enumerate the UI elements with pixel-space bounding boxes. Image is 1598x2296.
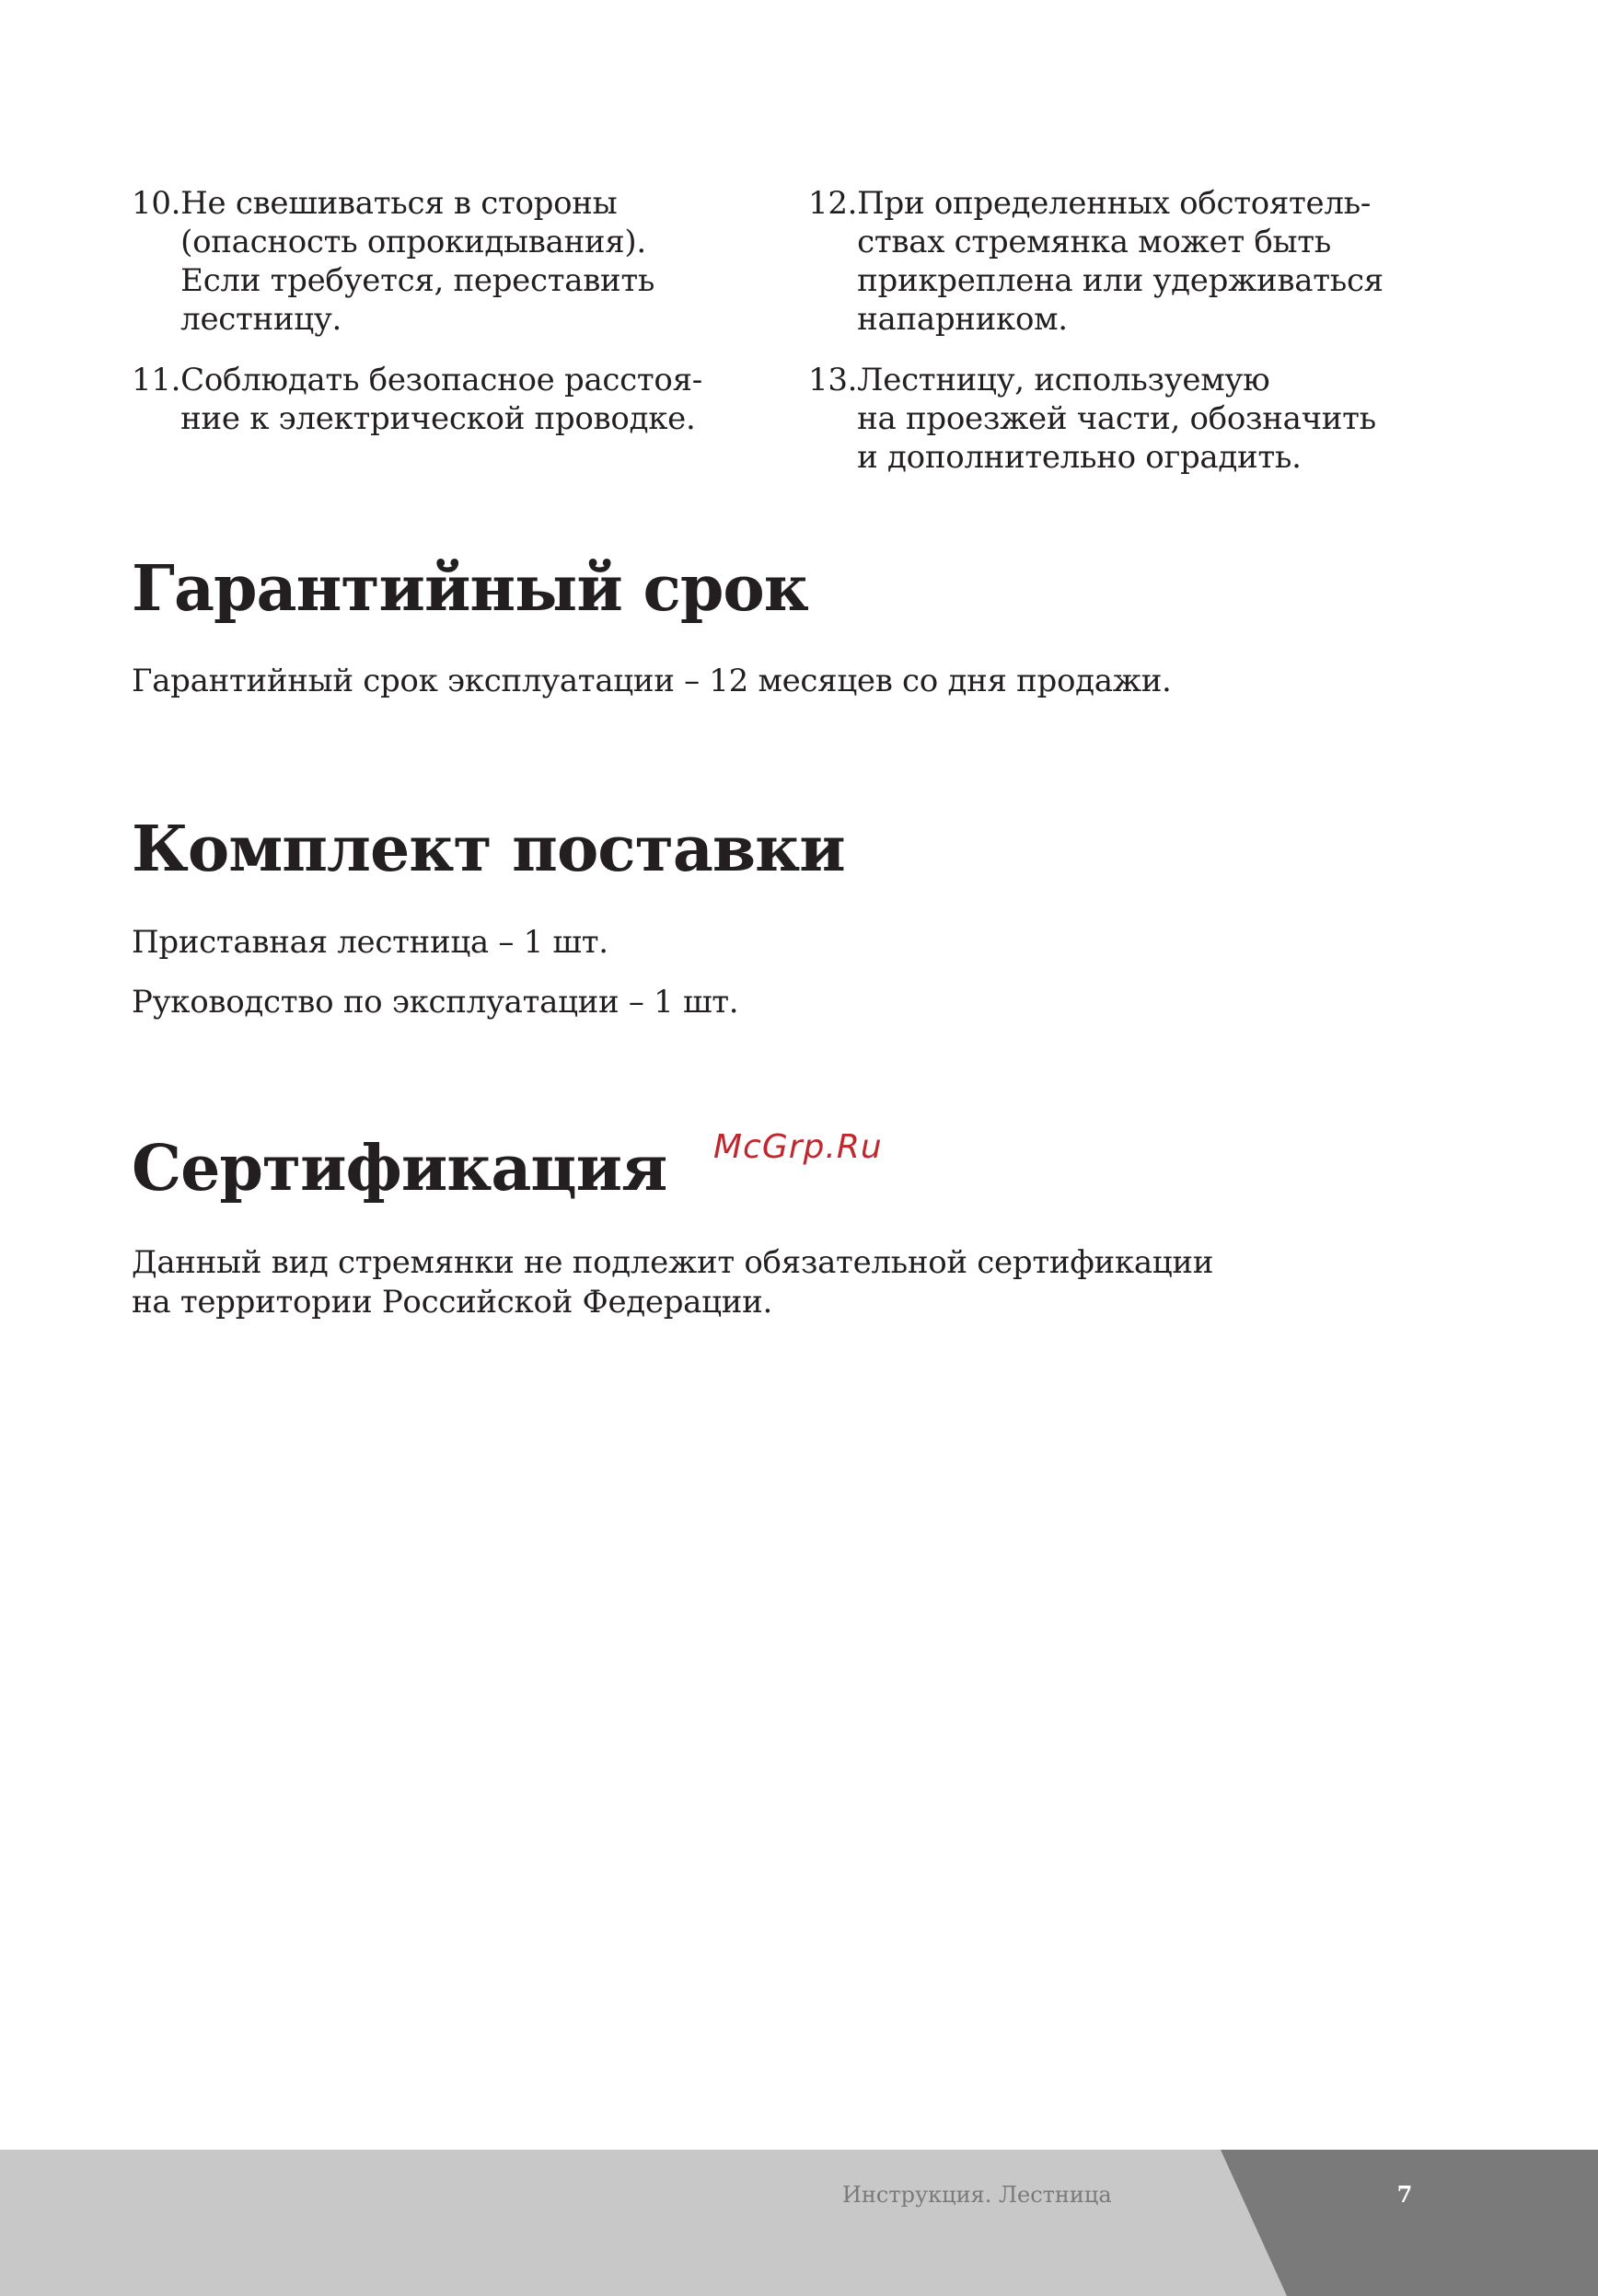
package-item: Приставная лестница – 1 шт. <box>132 924 608 961</box>
package-heading: Комплект поставки <box>132 813 845 886</box>
certification-heading: Сертификация <box>132 1132 667 1206</box>
watermark-link[interactable]: McGrp.Ru <box>713 1128 883 1166</box>
list-item-number: 10. <box>132 185 181 222</box>
list-item-text: Не свешиваться в стороны (опасность опрокидывания). Если требуется, переставить лестницу. <box>180 185 655 338</box>
list-item-number: 12. <box>808 185 858 222</box>
page-footer <box>0 2150 1598 2296</box>
safety-list-left-column <box>132 184 776 460</box>
list-item-12 <box>808 184 1471 339</box>
page-number: 7 <box>1396 2181 1413 2208</box>
list-item-text: При определенных обстоятель- ствах стремянка может быть прикреплена или удерживаться напарником. <box>857 185 1384 338</box>
list-item-text: Соблюдать безопасное расстоя- ние к электрической проводке. <box>180 362 702 437</box>
safety-list-right-column <box>808 184 1471 499</box>
list-item-10 <box>132 184 776 339</box>
warranty-text: Гарантийный срок эксплуатации – 12 месяцев со дня продажи. <box>132 663 1172 699</box>
list-item-13 <box>808 361 1471 477</box>
list-item-number: 13. <box>808 362 858 398</box>
list-item-text: Лестницу, используемую на проезжей части, обозначить и дополнительно оградить. <box>857 362 1376 476</box>
package-item: Руководство по эксплуатации – 1 шт. <box>132 984 739 1021</box>
certification-text: Данный вид стремянки не подлежит обязательной сертификации на территории Российской Федерации. <box>132 1244 1214 1321</box>
footer-document-title: Инструкция. Лестница <box>842 2182 1112 2208</box>
list-item-number: 11. <box>132 362 181 398</box>
footer-page-tab <box>1221 2150 1598 2296</box>
list-item-11 <box>132 361 776 438</box>
warranty-heading: Гарантийный срок <box>132 552 808 626</box>
